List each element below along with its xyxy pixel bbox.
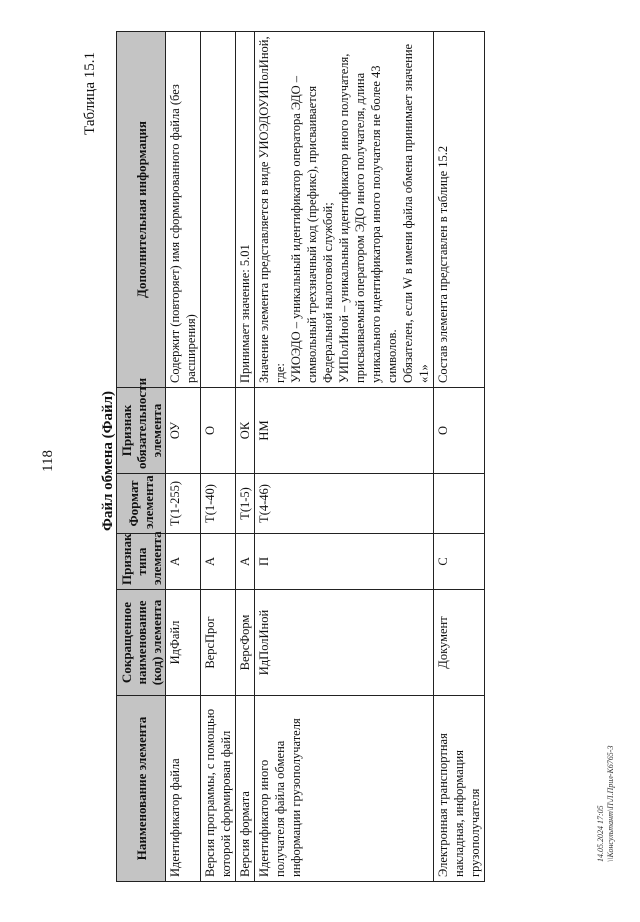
cell-type: А: [166, 534, 201, 590]
cell-name: Версия формата: [236, 696, 255, 882]
table-row: [166, 32, 201, 882]
cell-code: ВерсФорм: [236, 590, 255, 696]
table-label: Таблица 15.1: [82, 52, 98, 135]
cell-name: Электронная транспортная накладная, информация грузополучателя: [434, 696, 485, 882]
cell-code: ВерсПрог: [201, 590, 236, 696]
stamp-date: 14.05.2024 17:05: [596, 805, 605, 862]
info-line: Принимает значение: 5.01: [238, 244, 252, 383]
info-line: УИПолИной – уникальный идентификатор иного получателя, присваиваемый оператором ЭДО иного получателя, длина уникального идентификатора иного получателя не более 43 символов.: [337, 53, 399, 383]
info-line: Состав элемента представлен в таблице 15.2: [436, 145, 450, 383]
header-additional-info: Дополнительная информация: [117, 32, 166, 388]
cell-info: [255, 32, 434, 388]
cell-info: [434, 32, 485, 388]
cell-required: ОК: [236, 388, 255, 474]
table-row: [434, 32, 485, 882]
cell-code: ИдПолИной: [255, 590, 434, 696]
cell-type: А: [236, 534, 255, 590]
info-line: Значение элемента представляется в виде УИОЭДОУИПолИной, где:: [257, 36, 287, 383]
exchange-file-table: [116, 31, 485, 882]
cell-info: [166, 32, 201, 388]
header-element-name: Наименование элемента: [117, 696, 166, 882]
header-element-type: Признак типа элемента: [117, 534, 166, 590]
cell-info: [236, 32, 255, 388]
cell-required: О: [201, 388, 236, 474]
cell-required: НМ: [255, 388, 434, 474]
table-row: [255, 32, 434, 882]
cell-required: О: [434, 388, 485, 474]
cell-format: [434, 474, 485, 534]
stamp-path: \\Консультант\П\Л.Прил-К6765-3: [606, 745, 615, 862]
cell-type: С: [434, 534, 485, 590]
cell-type: А: [201, 534, 236, 590]
print-stamp: [596, 746, 616, 862]
cell-code: ИдФайл: [166, 590, 201, 696]
header-element-required: Признак обязательности элемента: [117, 388, 166, 474]
info-line: Обязателен, если W в имени файла обмена принимает значение «1»: [401, 43, 431, 383]
table-header-row: [117, 32, 166, 882]
cell-format: Т(1-5): [236, 474, 255, 534]
cell-code: Документ: [434, 590, 485, 696]
header-element-format: Формат элемента: [117, 474, 166, 534]
cell-format: Т(4-46): [255, 474, 434, 534]
cell-name: Версия программы, с помощью которой сформирован файл: [201, 696, 236, 882]
cell-name: Идентификатор иного получателя файла обмена информации грузополучателя: [255, 696, 434, 882]
header-element-code: Сокращенное наименование (код) элемента: [117, 590, 166, 696]
cell-type: П: [255, 534, 434, 590]
cell-format: Т(1-40): [201, 474, 236, 534]
page-number: 118: [40, 450, 56, 472]
table-row: [236, 32, 255, 882]
cell-name: Идентификатор файла: [166, 696, 201, 882]
info-line: УИОЭДО – уникальный идентификатор оператора ЭДО – символьный трехзначный код (префикс), присваивается Федеральной налоговой службой;: [289, 76, 335, 383]
table-row: [201, 32, 236, 882]
cell-format: Т(1-255): [166, 474, 201, 534]
cell-required: ОУ: [166, 388, 201, 474]
table-title: Файл обмена (Файл): [100, 390, 116, 532]
cell-info: [201, 32, 236, 388]
info-line: Содержит (повторяет) имя сформированного файла (без расширения): [168, 84, 198, 383]
